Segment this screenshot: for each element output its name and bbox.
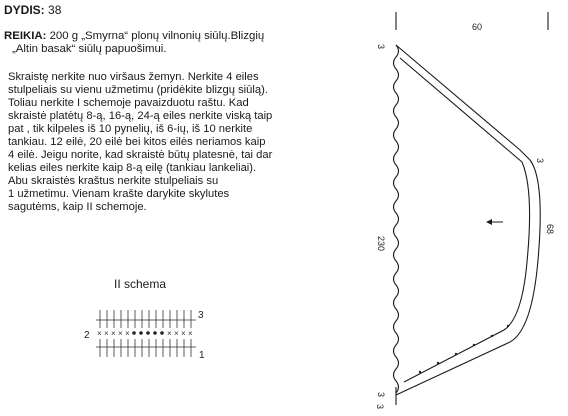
description-line: sagutėms, kaip II schemoje.: [8, 201, 147, 213]
scheme-chain-mark: ×: [111, 329, 116, 338]
description-line: tankiau. 12 eilė, 20 eilė bei kitos eilės neriamos kaip: [8, 136, 266, 148]
scheme-chain-mark: ×: [174, 329, 179, 338]
wavy-left-edge: [394, 45, 399, 393]
scheme-dots: [132, 331, 164, 335]
scheme-chain-mark: ×: [97, 329, 102, 338]
dimension-top-width: 60: [472, 22, 483, 32]
description-line: Toliau nerkite I schemoje pavaizduotu raštu. Kad: [8, 97, 249, 109]
scheme-chain-mark: ×: [118, 329, 123, 338]
buttonhole-dot: [455, 353, 457, 355]
scheme-dot: [153, 331, 157, 335]
scheme-dot: [160, 331, 164, 335]
shawl-pattern-shape: [394, 12, 549, 405]
materials-text-1: 200 g „Smyrna“ plonų vilnonių siūlų.Blizgių: [49, 30, 265, 42]
description-line: 1 užmetimu. Vienam krašte darykite skylutes: [8, 188, 230, 200]
scheme-chain-mark: ×: [167, 329, 172, 338]
size-value: 38: [48, 3, 62, 17]
scheme-row-labels: [84, 310, 205, 361]
buttonhole-dot: [507, 325, 509, 327]
size-label: DYDIS:: [4, 3, 45, 17]
description-line: skraistė platėtų 8-ą, 16-ą, 24-ą eiles nerkite viską taip: [8, 110, 273, 122]
dimension-edge-length: 68: [545, 224, 555, 235]
scheme-chain-mark: ×: [181, 329, 186, 338]
dimension-band-bottom-left: 3: [376, 392, 386, 398]
scheme-row-label-1: 1: [199, 350, 205, 361]
scheme-middle-row: [97, 329, 193, 338]
scheme-chain-mark: ×: [125, 329, 130, 338]
description-line: pat , tik kilpeles iš 10 pynelių, iš 6-ių, iš 10 nerkite: [8, 123, 253, 135]
buttonhole-dot: [437, 362, 439, 364]
dimension-band-bottom-right: 3: [375, 404, 385, 410]
top-edge: [396, 45, 520, 150]
scheme-row-label-3: 3: [198, 310, 204, 321]
inner-curve-edge: [404, 162, 530, 382]
scheme-chain-mark: ×: [188, 329, 193, 338]
dimension-band-mid-right: 3: [535, 158, 545, 164]
outer-curve-edge: [396, 150, 540, 395]
scheme-title: II schema: [114, 277, 167, 291]
description-line: Skraistę nerkite nuo viršaus žemyn. Nerkite 4 eiles: [8, 71, 259, 83]
arrow-head: [486, 219, 492, 225]
buttonhole-dot: [491, 335, 493, 337]
direction-arrow-icon: [486, 219, 503, 225]
dimension-band-top-left: 3: [376, 44, 386, 50]
scheme-dot: [139, 331, 143, 335]
buttonhole-dot: [473, 344, 475, 346]
scheme-row-label-2: 2: [84, 330, 90, 341]
description-line: 4 eilė. Jeigu norite, kad skraistė būtų platesnė, tai dar: [8, 149, 273, 161]
top-inner-edge: [400, 58, 522, 162]
description-line: Abu skraistės kraštus nerkite stulpeliais su: [8, 175, 219, 187]
description-line: kelias eiles nerkite kaip 8-ą eilę (tankiau lankeliai).: [8, 162, 257, 174]
buttonhole-dot: [419, 371, 421, 373]
materials-label: REIKIA:: [4, 30, 47, 42]
description-line: stulpeliais su vienu užmetimu (pridėkite blizgų siūlą).: [8, 84, 268, 96]
scheme-dot: [146, 331, 150, 335]
scheme-dot: [132, 331, 136, 335]
dimension-side-length: 230: [376, 236, 386, 252]
scheme-chain-mark: ×: [104, 329, 109, 338]
materials-line-2: „Altin basak“ siūlų papuošimui.: [12, 43, 167, 55]
